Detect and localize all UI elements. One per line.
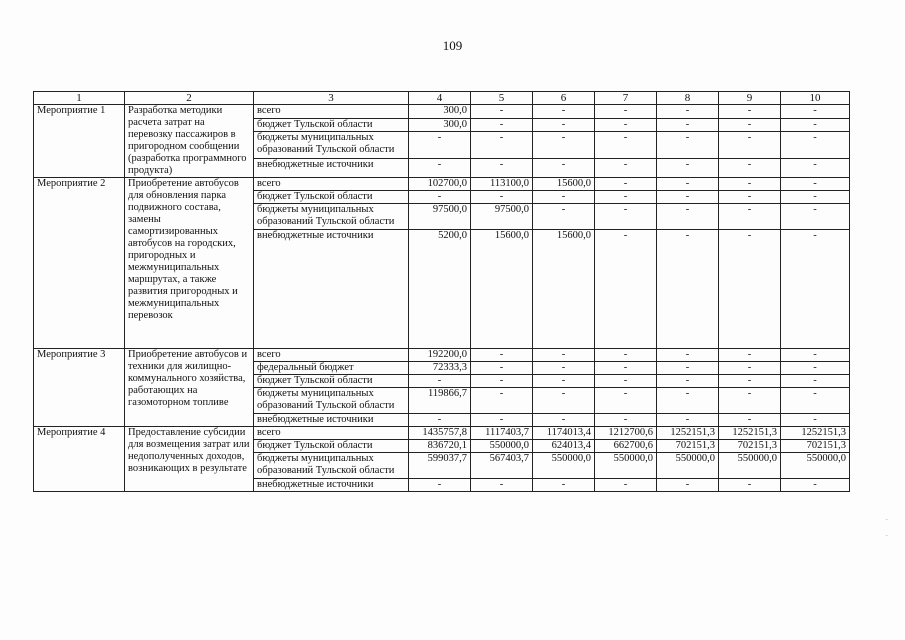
- value-cell: -: [657, 191, 719, 204]
- value-cell: -: [533, 204, 595, 230]
- event-id: Мероприятие 2: [34, 178, 125, 349]
- event-description: Приобретение автобусов и техники для жилищно-коммунального хозяйства, работающих на газомоторном топливе: [125, 349, 254, 427]
- funding-source: бюджеты муниципальных образований Тульской области: [254, 388, 409, 414]
- value-cell: -: [657, 349, 719, 362]
- value-cell: 1435757,8: [409, 427, 471, 440]
- value-cell: -: [533, 105, 595, 119]
- value-cell: -: [595, 414, 657, 427]
- value-cell: -: [595, 230, 657, 349]
- value-cell: 1252151,3: [657, 427, 719, 440]
- value-cell: -: [719, 375, 781, 388]
- column-header: 9: [719, 92, 781, 105]
- scan-mark: .: [886, 530, 888, 538]
- funding-source: всего: [254, 349, 409, 362]
- value-cell: -: [595, 159, 657, 178]
- budget-table: [33, 91, 850, 492]
- value-cell: -: [533, 349, 595, 362]
- funding-source: бюджет Тульской области: [254, 191, 409, 204]
- value-cell: -: [471, 118, 533, 132]
- column-header: 5: [471, 92, 533, 105]
- scan-mark: .: [886, 514, 888, 522]
- value-cell: 15600,0: [533, 178, 595, 191]
- value-cell: -: [781, 375, 850, 388]
- table-row: [34, 427, 850, 440]
- value-cell: -: [781, 118, 850, 132]
- table-row: [34, 178, 850, 191]
- page-number: 109: [442, 38, 463, 53]
- value-cell: -: [409, 159, 471, 178]
- value-cell: -: [471, 414, 533, 427]
- column-header: 4: [409, 92, 471, 105]
- value-cell: -: [719, 479, 781, 492]
- value-cell: -: [471, 105, 533, 119]
- value-cell: -: [781, 178, 850, 191]
- value-cell: -: [657, 414, 719, 427]
- value-cell: -: [719, 105, 781, 119]
- column-header: 7: [595, 92, 657, 105]
- value-cell: 702151,3: [781, 440, 850, 453]
- value-cell: 97500,0: [471, 204, 533, 230]
- value-cell: 102700,0: [409, 178, 471, 191]
- value-cell: 1252151,3: [719, 427, 781, 440]
- value-cell: 599037,7: [409, 453, 471, 479]
- value-cell: -: [657, 479, 719, 492]
- event-id: Мероприятие 3: [34, 349, 125, 427]
- value-cell: -: [409, 375, 471, 388]
- value-cell: -: [781, 479, 850, 492]
- value-cell: -: [657, 230, 719, 349]
- value-cell: -: [657, 105, 719, 119]
- value-cell: 119866,7: [409, 388, 471, 414]
- value-cell: 550000,0: [657, 453, 719, 479]
- value-cell: -: [595, 375, 657, 388]
- value-cell: -: [781, 230, 850, 349]
- event-id: Мероприятие 1: [34, 105, 125, 178]
- value-cell: -: [533, 191, 595, 204]
- value-cell: -: [595, 388, 657, 414]
- header-row: [34, 92, 850, 105]
- value-cell: -: [533, 159, 595, 178]
- value-cell: 550000,0: [595, 453, 657, 479]
- value-cell: -: [781, 132, 850, 159]
- value-cell: -: [719, 362, 781, 375]
- value-cell: -: [657, 159, 719, 178]
- value-cell: -: [595, 132, 657, 159]
- value-cell: -: [595, 178, 657, 191]
- value-cell: 662700,6: [595, 440, 657, 453]
- value-cell: 702151,3: [719, 440, 781, 453]
- funding-source: всего: [254, 427, 409, 440]
- value-cell: -: [781, 362, 850, 375]
- value-cell: 72333,3: [409, 362, 471, 375]
- value-cell: -: [471, 388, 533, 414]
- value-cell: -: [657, 178, 719, 191]
- column-header: 8: [657, 92, 719, 105]
- value-cell: -: [595, 191, 657, 204]
- funding-source: бюджет Тульской области: [254, 118, 409, 132]
- value-cell: 300,0: [409, 118, 471, 132]
- funding-source: всего: [254, 105, 409, 119]
- funding-source: внебюджетные источники: [254, 159, 409, 178]
- event-id: Мероприятие 4: [34, 427, 125, 492]
- funding-source: бюджет Тульской области: [254, 375, 409, 388]
- value-cell: -: [471, 349, 533, 362]
- value-cell: 1117403,7: [471, 427, 533, 440]
- table-row: [34, 349, 850, 362]
- funding-source: внебюджетные источники: [254, 414, 409, 427]
- value-cell: 1174013,4: [533, 427, 595, 440]
- value-cell: -: [781, 204, 850, 230]
- value-cell: -: [595, 204, 657, 230]
- value-cell: 15600,0: [533, 230, 595, 349]
- event-description: Приобретение автобусов для обновления парка подвижного состава, замены самортизированных автобусов на городских, пригородных и межмуниципальных маршрутах, а также развития пригородных и межмуниципальных перевозок: [125, 178, 254, 349]
- value-cell: -: [409, 479, 471, 492]
- value-cell: -: [719, 118, 781, 132]
- value-cell: -: [471, 362, 533, 375]
- value-cell: -: [781, 105, 850, 119]
- value-cell: 192200,0: [409, 349, 471, 362]
- value-cell: -: [719, 388, 781, 414]
- value-cell: -: [409, 191, 471, 204]
- event-description: Разработка методики расчета затрат на перевозку пассажиров в пригородном сообщении (разработка программного продукта): [125, 105, 254, 178]
- value-cell: -: [533, 362, 595, 375]
- funding-source: бюджеты муниципальных образований Тульской области: [254, 453, 409, 479]
- value-cell: -: [595, 105, 657, 119]
- column-header: 2: [125, 92, 254, 105]
- value-cell: 15600,0: [471, 230, 533, 349]
- funding-source: федеральный бюджет: [254, 362, 409, 375]
- value-cell: 567403,7: [471, 453, 533, 479]
- value-cell: 550000,0: [471, 440, 533, 453]
- value-cell: -: [657, 204, 719, 230]
- funding-source: бюджет Тульской области: [254, 440, 409, 453]
- value-cell: -: [471, 191, 533, 204]
- funding-source: всего: [254, 178, 409, 191]
- value-cell: -: [781, 388, 850, 414]
- value-cell: -: [719, 204, 781, 230]
- column-header: 10: [781, 92, 850, 105]
- value-cell: -: [533, 375, 595, 388]
- value-cell: 550000,0: [719, 453, 781, 479]
- value-cell: -: [719, 349, 781, 362]
- value-cell: 550000,0: [781, 453, 850, 479]
- value-cell: -: [533, 479, 595, 492]
- value-cell: -: [781, 414, 850, 427]
- value-cell: -: [533, 414, 595, 427]
- value-cell: 1212700,6: [595, 427, 657, 440]
- value-cell: -: [471, 479, 533, 492]
- value-cell: -: [657, 388, 719, 414]
- funding-source: бюджеты муниципальных образований Тульской области: [254, 204, 409, 230]
- value-cell: 624013,4: [533, 440, 595, 453]
- event-description: Предоставление субсидии для возмещения затрат или недополученных доходов, возникающих в результате: [125, 427, 254, 492]
- value-cell: 97500,0: [409, 204, 471, 230]
- value-cell: -: [409, 414, 471, 427]
- value-cell: -: [533, 118, 595, 132]
- value-cell: -: [595, 118, 657, 132]
- value-cell: -: [657, 362, 719, 375]
- value-cell: 702151,3: [657, 440, 719, 453]
- value-cell: 113100,0: [471, 178, 533, 191]
- value-cell: -: [595, 362, 657, 375]
- column-header: 1: [34, 92, 125, 105]
- value-cell: -: [471, 375, 533, 388]
- column-header: 6: [533, 92, 595, 105]
- value-cell: -: [719, 230, 781, 349]
- value-cell: 836720,1: [409, 440, 471, 453]
- value-cell: -: [595, 479, 657, 492]
- value-cell: 5200,0: [409, 230, 471, 349]
- value-cell: -: [781, 159, 850, 178]
- value-cell: -: [781, 191, 850, 204]
- value-cell: -: [409, 132, 471, 159]
- table-row: [34, 105, 850, 119]
- value-cell: -: [471, 132, 533, 159]
- value-cell: -: [657, 118, 719, 132]
- value-cell: -: [719, 414, 781, 427]
- value-cell: -: [595, 349, 657, 362]
- funding-source: бюджеты муниципальных образований Тульской области: [254, 132, 409, 159]
- value-cell: -: [657, 132, 719, 159]
- value-cell: -: [471, 159, 533, 178]
- value-cell: -: [719, 191, 781, 204]
- value-cell: -: [719, 159, 781, 178]
- value-cell: 1252151,3: [781, 427, 850, 440]
- funding-source: внебюджетные источники: [254, 230, 409, 349]
- value-cell: -: [719, 178, 781, 191]
- value-cell: -: [657, 375, 719, 388]
- value-cell: -: [781, 349, 850, 362]
- value-cell: 550000,0: [533, 453, 595, 479]
- value-cell: 300,0: [409, 105, 471, 119]
- funding-source: внебюджетные источники: [254, 479, 409, 492]
- column-header: 3: [254, 92, 409, 105]
- value-cell: -: [533, 388, 595, 414]
- value-cell: -: [719, 132, 781, 159]
- value-cell: -: [533, 132, 595, 159]
